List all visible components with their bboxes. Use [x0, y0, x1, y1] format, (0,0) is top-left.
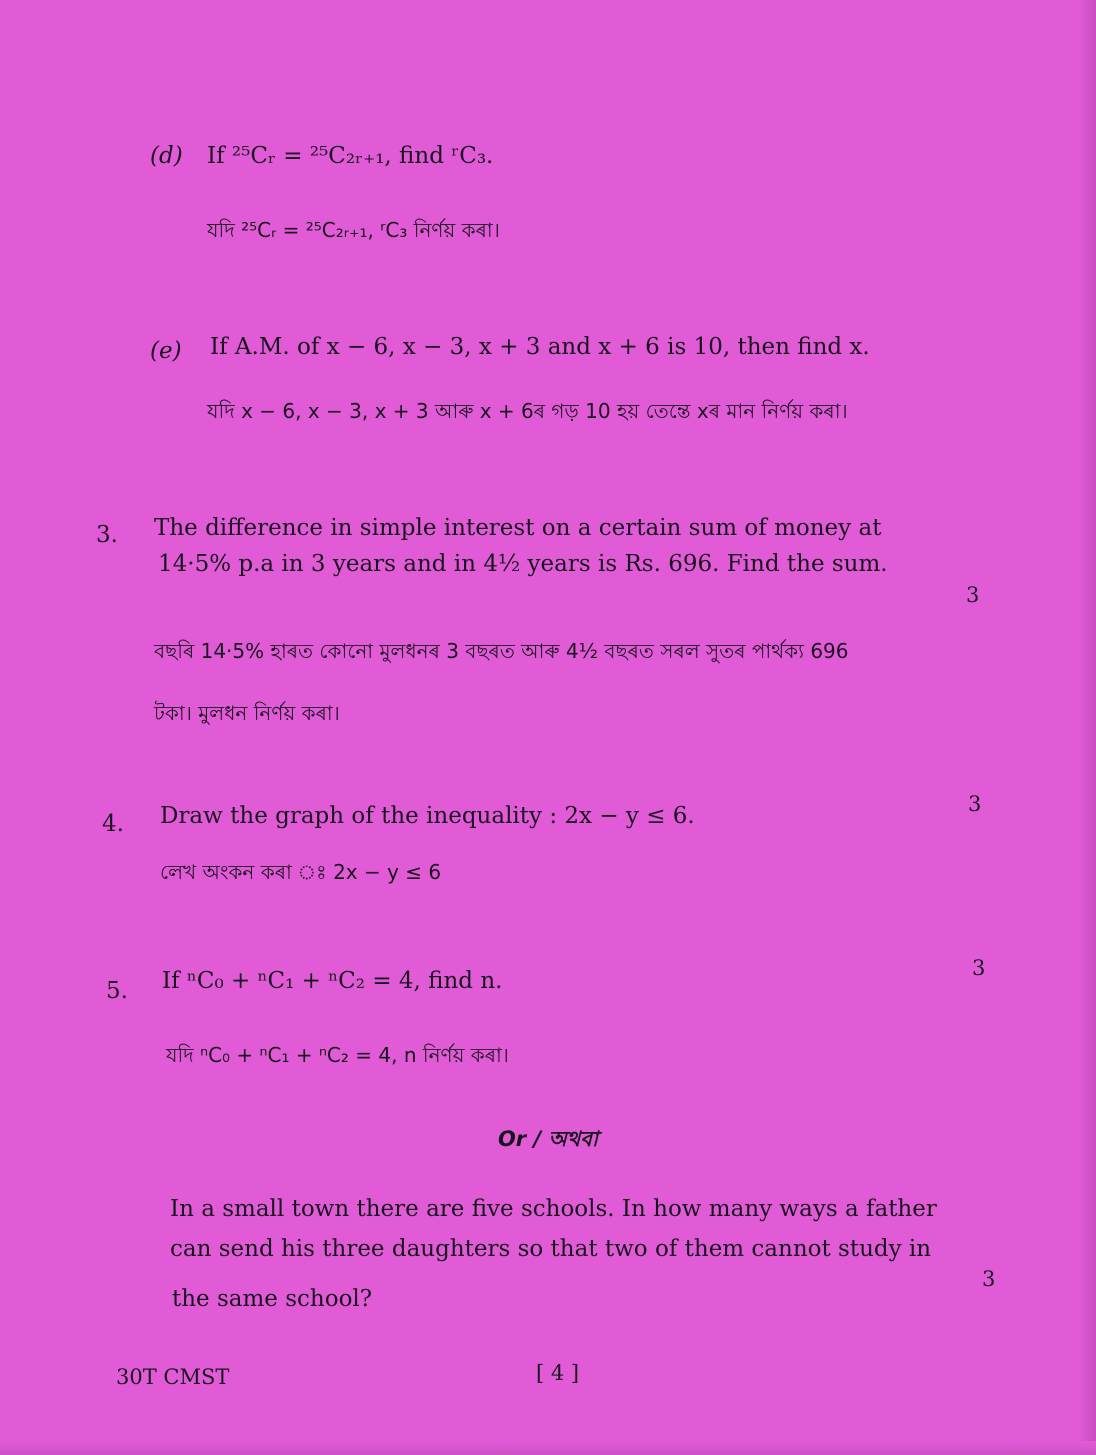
question-5-marks: 3: [972, 956, 986, 980]
question-5-number: 5.: [106, 978, 128, 1004]
question-e-label: (e): [150, 338, 182, 364]
question-4-english: Draw the graph of the inequality : 2x − y ≤ 6.: [160, 803, 695, 829]
page-number: [ 4 ]: [536, 1361, 580, 1385]
question-d-assamese: যদি ²⁵Cᵣ = ²⁵C₂ᵣ₊₁, ʳC₃ নিৰ্ণয় কৰা।: [207, 218, 500, 242]
or-heading: Or / অথবা: [497, 1127, 599, 1151]
question-4-marks: 3: [968, 792, 982, 816]
question-5-assamese: যদি ⁿC₀ + ⁿC₁ + ⁿC₂ = 4, n নিৰ্ণয় কৰা।: [166, 1043, 509, 1067]
or-question-line1: In a small town there are five schools. In how many ways a father: [170, 1196, 937, 1222]
question-4-number: 4.: [102, 811, 124, 837]
question-3-marks: 3: [966, 583, 980, 607]
or-question-line3: the same school?: [172, 1286, 373, 1312]
page-bottom-shadow: [0, 1441, 1096, 1455]
question-d-label: (d): [150, 143, 183, 169]
question-4-assamese: লেখ অংকন কৰা ঃ 2x − y ≤ 6: [160, 860, 442, 884]
question-5-english: If ⁿC₀ + ⁿC₁ + ⁿC₂ = 4, find n.: [162, 968, 503, 994]
page-edge-shadow: [1078, 0, 1096, 1455]
question-e-english: If A.M. of x − 6, x − 3, x + 3 and x + 6 is 10, then find x.: [210, 334, 870, 360]
question-3-english-line1: The difference in simple interest on a certain sum of money at: [154, 515, 882, 541]
paper-code: 30T CMST: [116, 1365, 230, 1389]
question-d-english: If ²⁵Cᵣ = ²⁵C₂ᵣ₊₁, find ʳC₃.: [207, 143, 494, 169]
or-question-line2: can send his three daughters so that two of them cannot study in: [170, 1236, 932, 1262]
or-question-marks: 3: [982, 1267, 996, 1291]
question-3-assamese-line2: টকা। মুলধন নিৰ্ণয় কৰা।: [154, 701, 340, 725]
question-3-assamese-line1: বছৰি 14·5% হাৰত কোনো মুলধনৰ 3 বছৰত আৰু 4½ বছৰত সৰল সুতৰ পাৰ্থক্য 696: [154, 639, 849, 663]
question-e-assamese: যদি x − 6, x − 3, x + 3 আৰু x + 6ৰ গড় 10 হয় তেন্তে xৰ মান নিৰ্ণয় কৰা।: [207, 399, 848, 423]
question-3-number: 3.: [96, 522, 118, 548]
question-3-english-line2: 14·5% p.a in 3 years and in 4½ years is Rs. 696. Find the sum.: [158, 551, 888, 577]
